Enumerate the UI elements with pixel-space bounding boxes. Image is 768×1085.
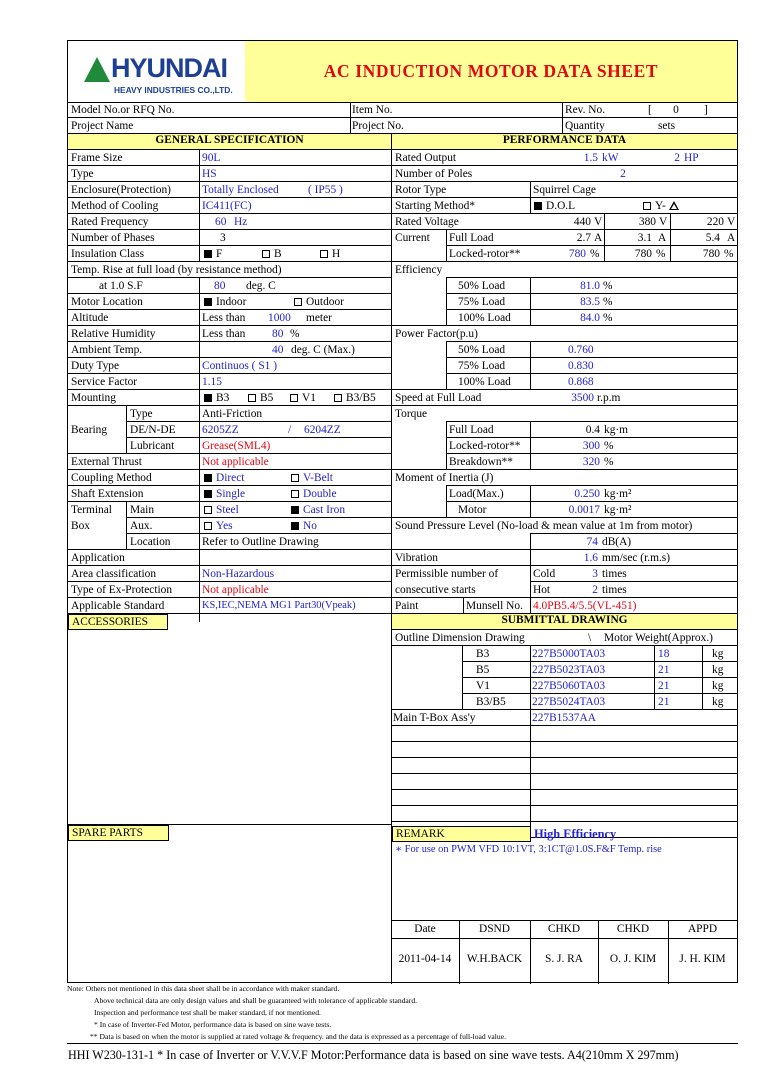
general-heading: GENERAL SPECIFICATION [68,134,391,150]
current-f2-unit: A [658,232,667,244]
project-no-label: Project No. [352,120,404,132]
pf-label: Power Factor(p.u) [395,328,478,340]
temp-rise-value: 80 [214,280,226,292]
outline-separator: \ [588,632,592,644]
checkbox-checked-icon [204,250,212,258]
pf-75-value: 0.830 [568,360,594,372]
munsell-label: Munsell No. [466,600,523,612]
terminal-main-label: Main [130,504,155,516]
inertia-motor-label: Motor [458,504,487,516]
service-factor-value: 1.15 [202,376,222,388]
submittal-weight: 21 [658,680,670,692]
starting-dol-checkbox[interactable]: D.O.L [534,198,604,214]
tbox-label: Main T-Box Ass'y [393,712,476,724]
current-f1: 2.7 [576,232,591,244]
service-factor-label: Service Factor [71,376,138,388]
output-label: Rated Output [395,152,457,164]
note-line: Above technical data are only design values and shall be guaranteed with tolerance of applicable standard. [94,996,418,1005]
exprot-label: Type of Ex-Protection [71,584,173,596]
temp-rise-sf-label: at 1.0 S.F [99,280,143,292]
speed-label: Speed at Full Load [395,392,482,404]
enclosure-label: Enclosure(Protection) [71,184,171,196]
starts-hot-label: Hot [533,584,551,596]
remark-note: ∗ For use on PWM VFD 10:1VT, 3:1CT@1.0S.F&F Temp. rise [395,844,662,855]
current-locked-label: Locked-rotor** [449,248,521,260]
submittal-heading: SUBMITTAL DRAWING [392,614,737,630]
humidity-prefix: Less than [202,328,246,340]
torque-breakdown-value: 320 [582,456,600,468]
current-l3-pct: % [724,248,734,260]
logo-triangle-icon [84,57,110,82]
vibration-label: Vibration [395,552,438,564]
voltage-v1: 440 [573,216,591,228]
inertia-load-label: Load(Max.) [449,488,504,500]
phases-value: 3 [220,232,226,244]
application-label: Application [71,552,125,564]
note-line: Inspection and performance test shall be maker standard, if not mentioned. [94,1008,321,1017]
torque-breakdown-unit: % [604,456,614,468]
sound-value: 74 [586,536,598,548]
accessories-label: ACCESSORIES [68,614,168,630]
coupling-direct-checkbox[interactable]: Direct [204,470,284,486]
note-line: * In case of Inverter-Fed Motor, performance data is based on sine wave tests. [94,1020,332,1029]
torque-full-value: 0.4 [585,424,600,436]
rotor-label: Rotor Type [395,184,447,196]
starts-hot-unit: times [602,584,627,596]
current-f1-unit: A [594,232,603,244]
submittal-mount: B3 [476,648,490,660]
project-label: Project Name [71,120,134,132]
area-label: Area classification [71,568,157,580]
checkbox-icon [248,394,256,402]
efficiency-100-unit: % [603,312,613,324]
terminal-castiron-checkbox[interactable]: Cast Iron [291,502,381,518]
sheet-header [68,41,737,103]
torque-full-unit: kg·m [604,424,629,436]
current-label: Current [395,232,430,244]
starts-cold-unit: times [602,568,627,580]
paint-label: Paint [395,600,419,612]
sound-unit: dB(A) [602,536,632,548]
torque-full-label: Full Load [449,424,494,436]
frame-size-value: 90L [202,152,221,164]
checkbox-checked-icon [204,394,212,402]
humidity-label: Relative Humidity [71,328,156,340]
approval-value: O. J. KIM [609,953,657,965]
humidity-value: 80 [272,328,284,340]
voltage-v2: 380 [638,216,656,228]
enclosure-ip: ( IP55 ) [308,184,343,196]
location-label: Motor Location [71,296,143,308]
standard-label: Applicable Standard [71,600,165,612]
torque-breakdown-label: Breakdown** [449,456,513,468]
sound-label: Sound Pressure Level (No-load & mean value at 1m from motor) [395,520,693,532]
starts-hot-value: 2 [592,584,598,596]
submittal-mount: B3/B5 [476,696,506,708]
terminal-location-value: Refer to Outline Drawing [202,536,319,548]
efficiency-100-label: 100% Load [458,312,511,324]
sheet-title: AC INDUCTION MOTOR DATA SHEET [245,41,737,102]
pf-100-value: 0.868 [568,376,594,388]
efficiency-50-unit: % [603,280,613,292]
inertia-load-value: 0.250 [574,488,600,500]
insulation-h-checkbox[interactable]: H [320,246,370,262]
submittal-mount: V1 [476,680,490,692]
output-kw-unit: kW [602,152,619,164]
voltage-v3: 220 [706,216,724,228]
coupling-label: Coupling Method [71,472,152,484]
checkbox-icon [262,250,270,258]
frame-size-label: Frame Size [71,152,123,164]
speed-unit: r.p.m [597,392,621,404]
remark-label: REMARK [392,826,531,842]
bearing-label: Bearing [71,424,108,436]
rev-open-bracket: [ [648,104,652,116]
altitude-value: 1000 [268,312,291,324]
insulation-label: Insulation Class [71,248,145,260]
pf-50-value: 0.760 [568,344,594,356]
checkbox-icon [320,250,328,258]
terminal-steel-checkbox[interactable]: Steel [204,502,284,518]
bearing-lub-value: Grease(SML4) [202,440,271,452]
current-l1-pct: % [590,248,600,260]
temp-rise-label: Temp. Rise at full load (by resistance method) [71,262,389,278]
efficiency-50-value: 81.0 [580,280,600,292]
insulation-b-checkbox[interactable]: B [262,246,312,262]
delta-icon [669,201,679,210]
temp-rise-unit: deg. C [246,280,276,292]
checkbox-checked-icon [204,298,212,306]
quantity-label: Quantity [565,120,605,132]
cooling-label: Method of Cooling [71,200,159,212]
bearing-type-value: Anti-Friction [202,408,263,420]
submittal-drawing-no: 227B5023TA03 [532,664,606,676]
current-f3-unit: A [727,232,736,244]
vibration-value: 1.6 [583,552,598,564]
current-l2-pct: % [656,248,666,260]
current-f3: 5.4 [705,232,720,244]
starting-label: Starting Method* [395,200,476,212]
submittal-weight-unit: kg [712,680,724,692]
output-hp-unit: HP [684,152,699,164]
location-indoor-checkbox[interactable]: Indoor [204,294,284,310]
current-full-label: Full Load [449,232,494,244]
mounting-v1-checkbox[interactable]: V1 [290,390,330,406]
starting-yd-checkbox[interactable]: Y- [643,198,713,214]
shaft-double-checkbox[interactable]: Double [291,486,371,502]
data-sheet [67,40,738,983]
pf-100-label: 100% Load [458,376,511,388]
coupling-vbelt-checkbox[interactable]: V-Belt [291,470,371,486]
duty-value: Continuos ( S1 ) [202,360,277,372]
approval-header: CHKD [616,923,650,935]
model-label: Model No.or RFQ No. [71,104,175,116]
torque-label: Torque [395,408,428,420]
shaft-single-checkbox[interactable]: Single [204,486,284,502]
bearing-separator: / [288,424,292,436]
bearing-de-value: 6205ZZ [202,424,239,436]
type-value: HS [202,168,217,180]
frequency-value: 60 [215,216,227,228]
voltage-label: Rated Voltage [395,216,459,228]
checkbox-checked-icon [204,474,212,482]
terminal-label: Terminal [71,504,112,516]
duty-label: Duty Type [71,360,120,372]
company-logo [68,41,246,102]
altitude-label: Altitude [71,312,109,324]
current-l1: 780 [568,248,586,260]
insulation-f-checkbox[interactable]: F [204,246,254,262]
pf-75-label: 75% Load [458,360,506,372]
checkbox-icon [334,394,342,402]
torque-locked-unit: % [604,440,614,452]
checkbox-checked-icon [291,522,299,530]
mounting-b3-checkbox[interactable]: B3 [204,390,244,406]
current-l2: 780 [634,248,652,260]
approval-header: Date [414,923,436,935]
ambient-value: 40 [272,344,284,356]
approval-header: CHKD [547,923,581,935]
terminal-aux-yes-checkbox[interactable]: Yes [204,518,284,534]
voltage-v3-unit: V [727,216,736,228]
checkbox-checked-icon [534,202,542,210]
shaft-label: Shaft Extension [71,488,144,500]
approval-value: 2011-04-14 [398,953,452,965]
submittal-drawing-no: 227B5024TA03 [532,696,606,708]
mounting-b5-checkbox[interactable]: B5 [248,390,288,406]
inertia-label: Moment of Inertia (J) [395,472,494,484]
checkbox-icon [204,522,212,530]
starts-label-2: consecutive starts [395,584,476,596]
checkbox-icon [290,394,298,402]
note-line: Note: Others not mentioned in this data sheet shall be in accordance with maker standard. [67,984,340,993]
checkbox-icon [294,298,302,306]
efficiency-75-unit: % [603,296,613,308]
type-label: Type [71,168,94,180]
rev-label: Rev. No. [565,104,606,116]
approval-value: S. J. RA [545,953,583,965]
logo-name: HYUNDAI [111,53,228,83]
ambient-unit: deg. C (Max.) [291,344,355,356]
pf-50-label: 50% Load [458,344,506,356]
quantity-unit: sets [658,120,676,132]
submittal-drawing-no: 227B5000TA03 [532,648,606,660]
output-hp-value: 2 [674,152,680,164]
weight-label: Motor Weight(Approx.) [604,632,713,644]
speed-value: 3500 [571,392,594,404]
submittal-weight: 18 [658,648,670,660]
current-l3: 780 [702,248,720,260]
current-f2: 3.1 [637,232,652,244]
submittal-weight-unit: kg [712,664,724,676]
efficiency-75-label: 75% Load [458,296,506,308]
cooling-value: IC411(FC) [202,200,252,212]
submittal-weight-unit: kg [712,648,724,660]
thrust-label: External Thrust [71,456,142,468]
checkbox-checked-icon [204,490,212,498]
terminal-aux-label: Aux. [130,520,153,532]
efficiency-label: Efficiency [395,264,443,276]
paint-value: 4.0PB5.4/5.5(VL-451) [533,600,637,612]
voltage-v1-unit: V [594,216,603,228]
poles-value: 2 [620,168,626,180]
performance-heading: PERFORMANCE DATA [392,134,737,150]
spare-parts-label: SPARE PARTS [68,825,169,841]
altitude-prefix: Less than [202,312,246,324]
efficiency-100-value: 84.0 [580,312,600,324]
location-outdoor-checkbox[interactable]: Outdoor [294,294,384,310]
starts-label-1: Permissible number of [395,568,499,580]
approval-value: W.H.BACK [466,953,523,965]
terminal-location-label: Location [130,536,171,548]
efficiency-75-value: 83.5 [580,296,600,308]
rev-close-bracket: ] [704,104,708,116]
tbox-value: 227B1537AA [532,712,596,724]
submittal-weight-unit: kg [712,696,724,708]
mounting-label: Mounting [71,392,116,404]
submittal-drawing-no: 227B5060TA03 [532,680,606,692]
approval-header: DSND [478,923,510,935]
voltage-v2-unit: V [659,216,668,228]
inertia-motor-value: 0.0017 [568,504,600,516]
enclosure-value: Totally Enclosed [202,184,279,196]
submittal-mount: B5 [476,664,490,676]
footer: HHI W230-131-1 * In case of Inverter or V.V.V.F Motor:Performance data is based on sine wave tests. A4(210mm X 297mm) [68,1048,679,1062]
checkbox-icon [291,490,299,498]
inertia-load-unit: kg·m² [604,488,632,500]
note-line: ** Data is based on when the motor is supplied at rated voltage & frequency. and the data is expressed as a percentage of full-load value. [90,1032,506,1041]
bearing-lub-label: Lubricant [130,440,175,452]
humidity-unit: % [290,328,300,340]
outline-label: Outline Dimension Drawing [395,632,525,644]
approval-value: J. H. KIM [679,953,726,965]
thrust-value: Not applicable [202,456,269,468]
remark-highlight: High Efficiency [534,827,617,841]
frequency-label: Rated Frequency [71,216,149,228]
bearing-nde-value: 6204ZZ [304,424,341,436]
rev-value: 0 [673,104,679,116]
bearing-type-label: Type [130,408,153,420]
starts-cold-label: Cold [533,568,556,580]
torque-locked-label: Locked-rotor** [449,440,521,452]
poles-label: Number of Poles [395,168,473,180]
frequency-unit: Hz [234,216,248,228]
bearing-de-label: DE/N-DE [130,424,176,436]
checkbox-icon [204,506,212,514]
mounting-b3b5-checkbox[interactable]: B3/B5 [334,390,390,406]
approval-header: APPD [687,923,718,935]
checkbox-checked-icon [291,506,299,514]
checkbox-icon [643,202,651,210]
starts-cold-value: 3 [592,568,598,580]
rotor-value: Squirrel Cage [533,184,596,196]
altitude-unit: meter [306,312,332,324]
logo-subtitle: HEAVY INDUSTRIES CO.,LTD. [114,85,233,95]
terminal-aux-no-checkbox[interactable]: No [291,518,371,534]
area-value: Non-Hazardous [202,568,275,580]
submittal-weight: 21 [658,664,670,676]
notes [67,983,736,1043]
terminal-box-label: Box [71,520,90,532]
vibration-unit: mm/sec (r.m.s) [602,552,671,564]
item-label: Item No. [352,104,393,116]
efficiency-50-label: 50% Load [458,280,506,292]
exprot-value: Not applicable [202,584,269,596]
ambient-label: Ambient Temp. [71,344,143,356]
phases-label: Number of Phases [71,232,155,244]
standard-value: KS,IEC,NEMA MG1 Part30(Vpeak) [202,600,356,611]
torque-locked-value: 300 [582,440,600,452]
inertia-motor-unit: kg·m² [604,504,632,516]
submittal-weight: 21 [658,696,670,708]
output-kw-value: 1.5 [583,152,598,164]
checkbox-icon [291,474,299,482]
